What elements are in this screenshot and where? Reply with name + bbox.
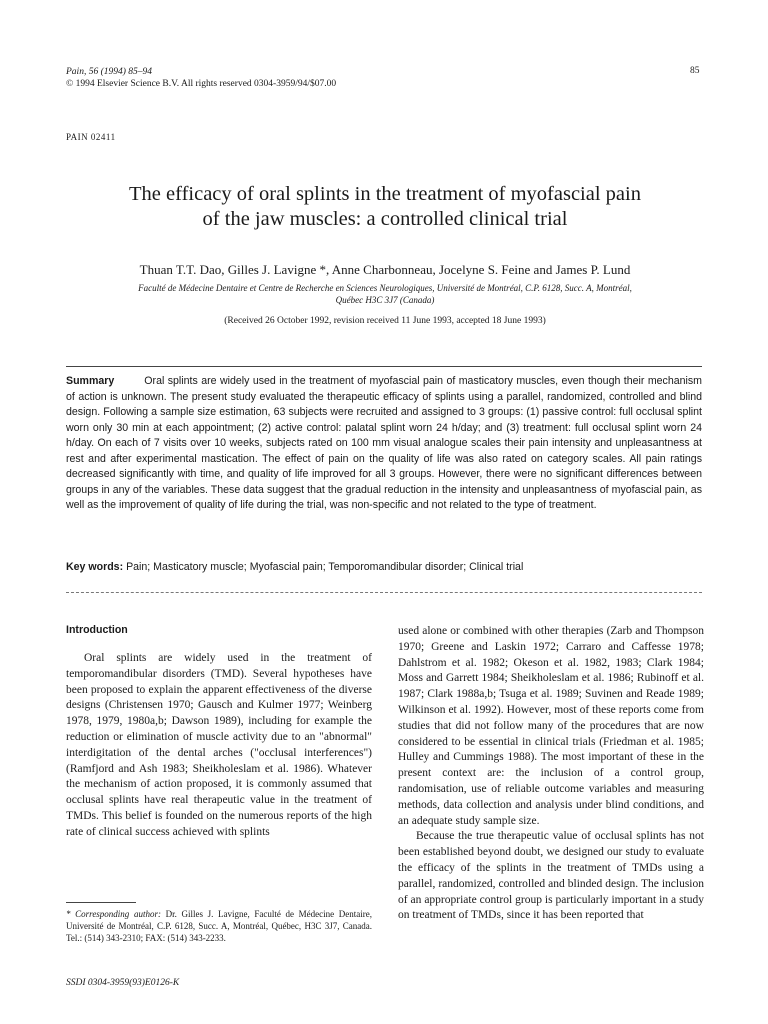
summary-label: Summary bbox=[66, 375, 115, 387]
summary-top-rule bbox=[66, 366, 702, 367]
ssdi-code: SSDI 0304-3959(93)E0126-K bbox=[66, 978, 180, 988]
footnote-rule bbox=[66, 902, 136, 903]
footnote bbox=[66, 908, 372, 944]
copyright-line: © 1994 Elsevier Science B.V. All rights reserved 0304-3959/94/$07.00 bbox=[66, 79, 337, 89]
intro-paragraph-2: Because the true therapeutic value of occlusal splints has not been established beyond doubt, we designed our study to evaluate the efficacy of the splints in the treatment of TMDs using a parallel, randomized, controlled and blinded design. The inclusion of an appropriate control group is particularly important in a study on treatment of TMDs, since it has been reported that bbox=[398, 830, 704, 922]
title-line-2: of the jaw muscles: a controlled clinical trial bbox=[202, 208, 568, 230]
received-dates: (Received 26 October 1992, revision received 11 June 1993, accepted 18 June 1993) bbox=[224, 316, 546, 326]
footnote-text: Dr. Gilles J. Lavigne, Faculté de Médecine Dentaire, Université de Montréal, C.P. 6128, Succ. A, Montréal, Québec, H3C 3J7, Canada. Tel.: (514) 343-2310; FAX: (514) 343-2233. bbox=[66, 909, 373, 943]
keywords-text: Pain; Masticatory muscle; Myofascial pain; Temporomandibular disorder; Clinical trial bbox=[126, 561, 524, 573]
keywords-divider bbox=[66, 592, 702, 593]
right-column bbox=[398, 624, 704, 924]
intro-paragraph-continued: used alone or combined with other therapies (Zarb and Thompson 1970; Greene and Laskin 1972; Carraro and Caffesse 1978; Dahlstrom et al. 1982; Okeson et al. 1982, 1983; Clark 1984; Moss and Garrett 1984; Sheikholeslam et al. 1986; Rubinoff et al. 1987; Clark 1988a,b; Tsuga et al. 1989; Suvinen and Reade 1989; Wilkinson et al. 1992). However, most of these reports come from studies that did not follow many of the procedures that are now considered to be essential in clinical trials (Friedman et al. 1985; Hulley and Cummings 1988). The most important of these in the present context are: the inclusion of a control group, randomisation, use of reliable outcome variables and measuring methods, data collection and analysis under blind conditions, and an adequate study sample size. bbox=[398, 625, 704, 827]
section-heading-introduction: Introduction bbox=[66, 624, 128, 636]
footnote-label: * Corresponding author: bbox=[66, 909, 161, 919]
summary-block bbox=[66, 374, 702, 514]
title-line-1: The efficacy of oral splints in the treatment of myofascial pain bbox=[129, 183, 641, 205]
journal-line: Pain, 56 (1994) 85–94 bbox=[66, 67, 153, 77]
affiliation-line-2: Québec H3C 3J7 (Canada) bbox=[335, 295, 435, 305]
affiliation-line-1: Faculté de Médecine Dentaire et Centre de Recherche en Sciences Neurologiques, Université de Montréal, C.P. 6128, Succ. A, Montréal, bbox=[138, 283, 632, 293]
summary-text: Oral splints are widely used in the treatment of myofascial pain of masticatory muscles, even though their mechanism of action is unknown. The present study evaluated the therapeutic efficacy of splints using a parallel, randomized, controlled and blind design. Following a sample size estimation, 63 subjects were recruited and assigned to 3 groups: (1) passive control: full occlusal splint worn only 30 min at each appointment; (2) active control: palatal splint worn 24 h/day; and (3) treatment: full occlusal splint worn 24 h/day. On each of 7 visits over 10 weeks, subjects rated on 100 mm visual analogue scales their pain intensity and unpleasantness at rest and after experimental mastication. The effect of pain on the quality of life was also rated on category scales. All pain ratings decreased significantly with time, and quality of life improved for all 3 groups. However, there were no significant differences between groups in any of the variables. These data suggest that the gradual reduction in the intensity and unpleasantness of myofascial pain, as well as the improvement of quality of life during the trial, was non-specific and not related to the type of treatment. bbox=[66, 375, 702, 511]
page-number: 85 bbox=[690, 66, 700, 76]
author-list: Thuan T.T. Dao, Gilles J. Lavigne *, Anne Charbonneau, Jocelyne S. Feine and James P. Lund bbox=[139, 262, 631, 277]
left-column bbox=[66, 624, 372, 841]
article-code: PAIN 02411 bbox=[66, 132, 116, 142]
keywords-label: Key words: bbox=[66, 561, 124, 573]
keywords-block bbox=[66, 561, 702, 573]
journal-citation bbox=[66, 66, 336, 90]
article-title bbox=[60, 182, 710, 232]
intro-paragraph-1: Oral splints are widely used in the treatment of temporomandibular disorders (TMD). Several hypotheses have been proposed to explain the apparent effectiveness of the diverse designs (Christensen 1970; Gausch and Kulmer 1977; Weinberg 1978, 1979, 1980a,b; Dawson 1989), including for example the reduction or elimination of muscle activity due to an "abnormal" interdigitation of the dental arches ("occlusal interferences") (Ramfjord and Ash 1983; Sheikholeslam et al. 1986). Whatever the mechanism of action proposed, it is commonly assumed that occlusal splints have real therapeutic value in the treatment of TMDs. This belief is founded on the numerous reports of the high rate of clinical success achieved with splints bbox=[66, 652, 372, 838]
affiliation bbox=[90, 282, 680, 306]
